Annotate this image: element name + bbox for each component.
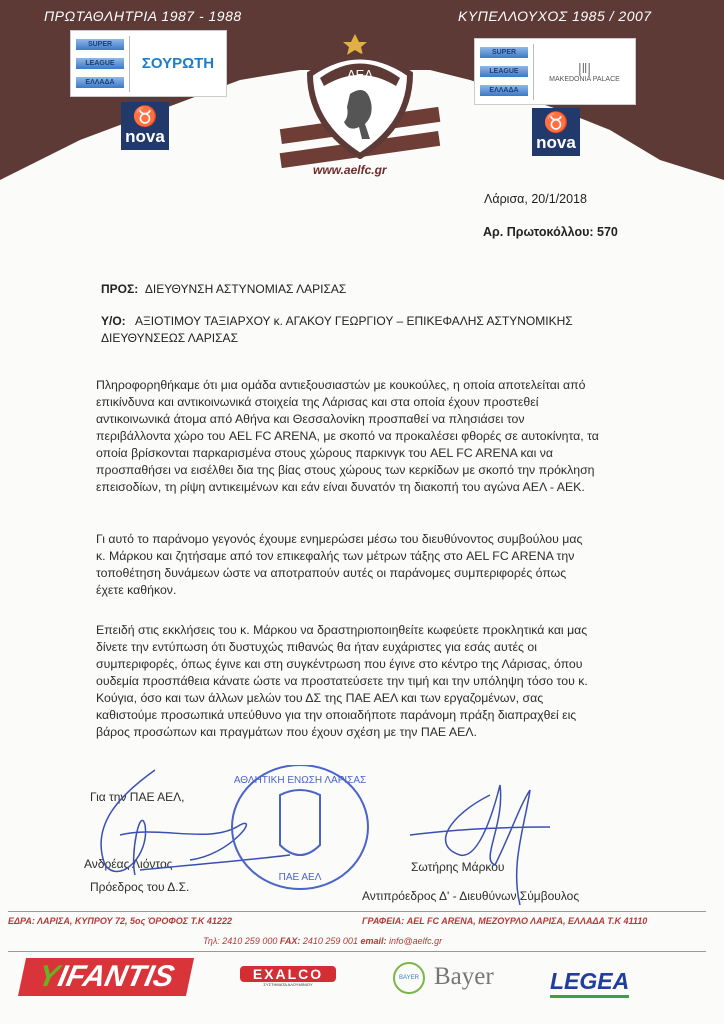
recipient-attn: Υ/Ο: ΑΞΙΟΤΙΜΟΥ ΤΑΞΙΑΡΧΟΥ κ. ΑΓΑΚΟΥ ΓΕΩΡΓΙΟΥ – ΕΠΙΚΕΦΑΛΗΣ ΑΣΤΥΝΟΜΙΚΗΣ bbox=[101, 314, 573, 328]
left-sponsor-box bbox=[70, 30, 227, 97]
nova-logo-right: ♉ nova bbox=[532, 108, 580, 156]
svg-text:ΠΑΕ ΑΕΛ: ΠΑΕ ΑΕΛ bbox=[278, 872, 322, 883]
ael-crest-logo bbox=[300, 34, 420, 159]
makedonia-palace-logo: |‖| MAKEDONIA PALACE bbox=[549, 60, 620, 83]
nova-logo-left: ♉ nova bbox=[121, 102, 169, 150]
ceo-title: Αντιπρόεδρος Δ' - Διευθύνων Σύμβουλος bbox=[362, 889, 580, 903]
bayer-cross-logo: BAYER bbox=[393, 962, 425, 994]
footer-seat-address: ΕΔΡΑ: ΛΑΡΙΣΑ, ΚΥΠΡΟΥ 72, 5ος ΌΡΟΦΟΣ Τ.Κ 41222 bbox=[8, 916, 232, 926]
ceo-name: Σωτήρης Μάρκου bbox=[411, 860, 505, 874]
signatures-and-stamp bbox=[80, 765, 600, 915]
super-league-logo: SUPER LEAGUE ΕΛΛΑΔΑ bbox=[71, 36, 130, 92]
exalco-logo: EXALCO ΣΥΣΤΗΜΑΤΑ ΑΛΟΥΜΙΝΙΟΥ bbox=[240, 966, 336, 987]
body-paragraph-2: Γι αυτό το παράνομο γεγονός έχουμε ενημερώσει μέσω του διευθύνοντος συμβούλου μας κ. Μάρκου και ζητήσαμε από τον επικεφαλής των μέτρων τάξης στο AEL FC ARENA την τοποθέτηση δυνάμεων ώστε να αποτραπούν αυτές οι παράνομες συμπεριφορές όπως έχετε καθήκον. bbox=[96, 532, 583, 597]
super-league-logo: SUPER LEAGUE ΕΛΛΑΔΑ bbox=[475, 44, 534, 100]
body-paragraph-1: Πληροφορηθήκαμε ότι μια ομάδα αντιεξουσιαστών με κουκούλες, η οποία αποτελείται από επικίνδυνα και αντικοινωνικά στοιχεία της Λάρισας και στα οποία έχουν προστεθεί αντικοινωνικά άτομα από Αθήνα και Θεσσαλονίκη προσπαθεί να πλησιάσει τον περιβάλλοντα χώρο του AEL FC ARENA, με σκοπό να προκαλέσει φθορές σε αυτοκίνητα, τα οποία βρίσκονται παρκαρισμένα στους χώρους παρκινγκ του AEL FC ARENA και να προσπαθήσει να εισέλθει δια της βίας στους χώρους των κερκίδων με σκοπό την πρόκληση επεισοδίων, τη ρίψη αντικειμένων και εάν είναι δυνατόν τη διακοπή του αγώνα ΑΕΛ - ΑΕΚ. bbox=[96, 378, 599, 494]
closing-text: Για την ΠΑΕ ΑΕΛ, bbox=[90, 790, 185, 804]
footer-divider-top bbox=[8, 911, 706, 912]
club-stamp bbox=[232, 765, 368, 889]
svg-text:ΑΕΛ: ΑΕΛ bbox=[346, 67, 374, 82]
right-sponsor-box bbox=[474, 38, 636, 105]
footer-contacts: Τηλ: 2410 259 000 FAX: 2410 259 001 email: info@aelfc.gr bbox=[203, 936, 443, 946]
recipient-to: ΠΡΟΣ: ΔΙΕΥΘΥΝΣΗ ΑΣΤΥΝΟΜΙΑΣ ΛΑΡΙΣΑΣ bbox=[101, 282, 347, 296]
recipient-attn-line2: ΔΙΕΥΘΥΝΣΕΩΣ ΛΑΡΙΣΑΣ bbox=[101, 331, 238, 345]
sourothi-logo: ΣΟΥΡΩΤΗ bbox=[141, 55, 215, 72]
president-name: Ανδρέας Λιόντος bbox=[84, 857, 173, 871]
president-title: Πρόεδρος του Δ.Σ. bbox=[90, 880, 190, 894]
cup-title: ΚΥΠΕΛΛΟΥΧΟΣ 1985 / 2007 bbox=[458, 8, 652, 24]
legea-logo: LEGEA bbox=[550, 968, 629, 998]
ifantis-logo: YIFANTIS bbox=[18, 958, 194, 996]
email-link[interactable]: info@aelfc.gr bbox=[389, 936, 443, 946]
website-link[interactable]: www.aelfc.gr bbox=[313, 163, 387, 177]
svg-text:ΑΘΛΗΤΙΚΗ ΕΝΩΣΗ ΛΑΡΙΣΑΣ: ΑΘΛΗΤΙΚΗ ΕΝΩΣΗ ΛΑΡΙΣΑΣ bbox=[233, 775, 367, 786]
protocol-number: Αρ. Πρωτοκόλλου: 570 bbox=[483, 225, 618, 239]
footer-divider-bottom bbox=[8, 951, 706, 952]
letter-date: Λάρισα, 20/1/2018 bbox=[484, 192, 587, 206]
championship-title: ΠΡΩΤΑΘΛΗΤΡΙΑ 1987 - 1988 bbox=[44, 8, 242, 24]
body-paragraph-3: Επειδή στις εκκλήσεις του κ. Μάρκου να δραστηριοποιηθείτε κωφεύετε προκλητικά και μας δίνετε την εντύπωση ότι δυστυχώς πιθανώς θα ήταν ευχάριστες για εσάς αυτές οι συμπεριφορές, όπως έγινε και στη συγκέντρωση που έγινε στο κέντρο της Λάρισας, όπου ουδεμία προσπάθεια κάνατε ώστε να προστατεύσετε την τιμή και την υπόληψη τόσο του κ. Κούγια, όσο και των άλλων μελών του ΔΣ της ΠΑΕ ΑΕΛ και των εργαζομένων, σας καθιστούμε προσωπικά υπεύθυνο για την οποιαδήποτε παράνομη πράξη διαπραχθεί εις βάρος προσώπων και πραγμάτων που έχουν σχέση με την ΠΑΕ ΑΕΛ. bbox=[96, 623, 588, 739]
footer-office-address: ΓΡΑΦΕΙΑ: AEL FC ARENA, ΜΕΖΟΥΡΛΟ ΛΑΡΙΣΑ, ΕΛΛΑΔΑ Τ.Κ 41110 bbox=[362, 916, 648, 926]
bayer-wordmark: Bayer bbox=[434, 963, 494, 990]
ceo-signature bbox=[410, 785, 550, 905]
